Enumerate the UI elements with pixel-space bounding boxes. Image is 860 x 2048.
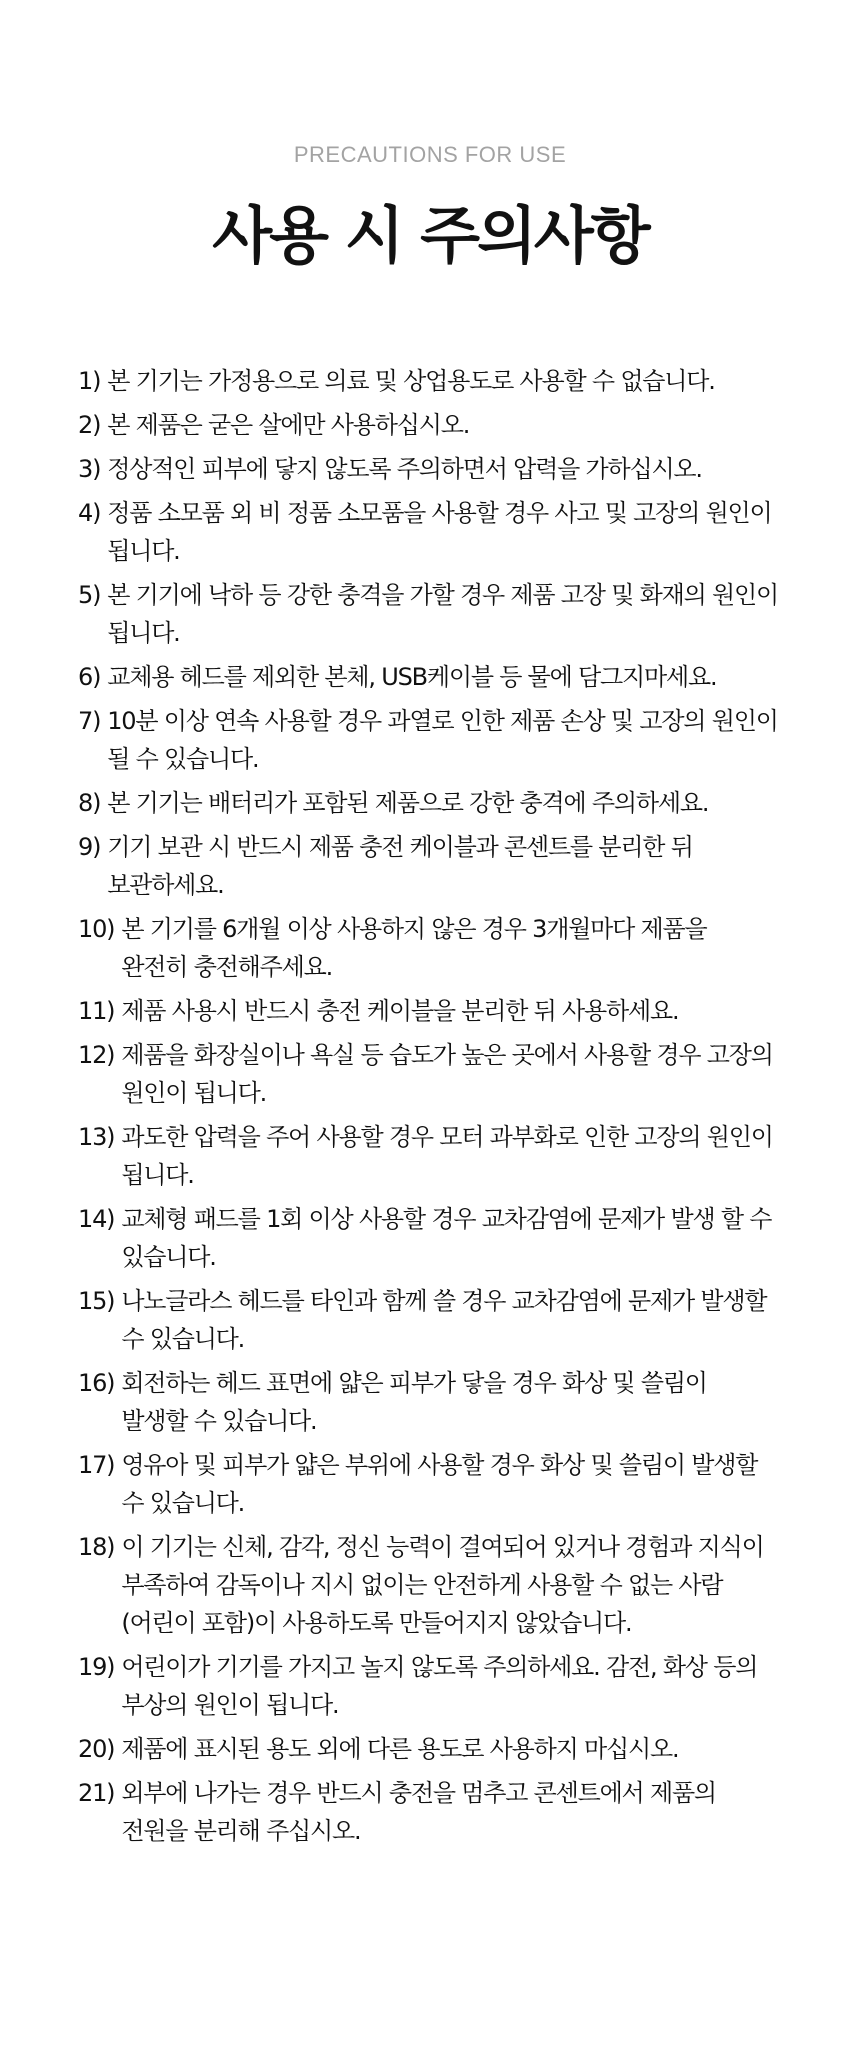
precaution-text: 교체용 헤드를 제외한 본체, USB케이블 등 물에 담그지마세요. [107, 663, 717, 691]
precaution-number: 19) [78, 1653, 115, 1681]
precaution-text: 어린이가 기기를 가지고 놀지 않도록 주의하세요. 감전, 화상 등의 부상의 원인이 됩니다. [121, 1653, 758, 1719]
precaution-text: 정품 소모품 외 비 정품 소모품을 사용할 경우 사고 및 고장의 원인이 됩니다. [107, 499, 772, 565]
precaution-text: 제품을 화장실이나 욕실 등 습도가 높은 곳에서 사용할 경우 고장의 원인이 됩니다. [121, 1041, 773, 1107]
precaution-item [78, 658, 778, 696]
precaution-item [78, 1200, 778, 1276]
precaution-text: 과도한 압력을 주어 사용할 경우 모터 과부화로 인한 고장의 원인이 됩니다. [121, 1123, 773, 1189]
precaution-text: 본 기기에 낙하 등 강한 충격을 가할 경우 제품 고장 및 화재의 원인이 됩니다. [107, 581, 778, 647]
precaution-text: 본 기기는 가정용으로 의료 및 상업용도로 사용할 수 없습니다. [107, 367, 715, 395]
precaution-number: 9) [78, 833, 101, 861]
precaution-item [78, 1528, 778, 1642]
precaution-item [78, 450, 778, 488]
precaution-number: 1) [78, 367, 101, 395]
precaution-number: 11) [78, 997, 115, 1025]
precaution-item [78, 910, 778, 986]
precaution-text: 정상적인 피부에 닿지 않도록 주의하면서 압력을 가하십시오. [107, 455, 702, 483]
precaution-number: 16) [78, 1369, 115, 1397]
precaution-item [78, 494, 778, 570]
precaution-number: 17) [78, 1451, 115, 1479]
precaution-number: 14) [78, 1205, 115, 1233]
precaution-text: 나노글라스 헤드를 타인과 함께 쓸 경우 교차감염에 문제가 발생할 수 있습니다. [121, 1287, 767, 1353]
precaution-text: 외부에 나가는 경우 반드시 충전을 멈추고 콘센트에서 제품의 전원을 분리해 주십시오. [121, 1779, 716, 1845]
precaution-item [78, 406, 778, 444]
precaution-number: 10) [78, 915, 115, 943]
precaution-item [78, 1730, 778, 1768]
precaution-text: 제품 사용시 반드시 충전 케이블을 분리한 뒤 사용하세요. [121, 997, 679, 1025]
section-eyebrow: PRECAUTIONS FOR USE [293, 142, 567, 167]
precaution-number: 2) [78, 411, 101, 439]
precaution-text: 교체형 패드를 1회 이상 사용할 경우 교차감염에 문제가 발생 할 수 있습니다. [121, 1205, 772, 1271]
precaution-text: 영유아 및 피부가 얇은 부위에 사용할 경우 화상 및 쓸림이 발생할 수 있습니다. [121, 1451, 758, 1517]
precaution-text: 이 기기는 신체, 감각, 정신 능력이 결여되어 있거나 경험과 지식이 부족하여 감독이나 지시 없이는 안전하게 사용할 수 없는 사람(어린이 포함)이 사용하도록 만들어지지 않았습니다. [121, 1533, 764, 1637]
precaution-item [78, 1774, 778, 1850]
precautions-list [78, 362, 778, 1856]
precaution-number: 12) [78, 1041, 115, 1069]
precaution-item [78, 828, 778, 904]
precaution-text: 회전하는 헤드 표면에 얇은 피부가 닿을 경우 화상 및 쓸림이 발생할 수 있습니다. [121, 1369, 707, 1435]
precaution-number: 4) [78, 499, 101, 527]
precaution-text: 본 기기를 6개월 이상 사용하지 않은 경우 3개월마다 제품을 완전히 충전해주세요. [121, 915, 707, 981]
precaution-number: 7) [78, 707, 101, 735]
precaution-number: 13) [78, 1123, 115, 1151]
precaution-text: 기기 보관 시 반드시 제품 충전 케이블과 콘센트를 분리한 뒤 보관하세요. [107, 833, 693, 899]
precaution-text: 본 기기는 배터리가 포함된 제품으로 강한 충격에 주의하세요. [107, 789, 709, 817]
precaution-item [78, 1648, 778, 1724]
precaution-number: 8) [78, 789, 101, 817]
precaution-number: 18) [78, 1533, 115, 1561]
precaution-number: 5) [78, 581, 101, 609]
precaution-number: 3) [78, 455, 101, 483]
precaution-number: 15) [78, 1287, 115, 1315]
precaution-item [78, 784, 778, 822]
precaution-number: 21) [78, 1779, 115, 1807]
precaution-item [78, 1282, 778, 1358]
precaution-item [78, 576, 778, 652]
precaution-item [78, 1364, 778, 1440]
page-title: 사용 시 주의사항 [212, 199, 648, 272]
precaution-text: 제품에 표시된 용도 외에 다른 용도로 사용하지 마십시오. [121, 1735, 679, 1763]
precaution-text: 본 제품은 굳은 살에만 사용하십시오. [107, 411, 470, 439]
precaution-item [78, 362, 778, 400]
precaution-number: 20) [78, 1735, 115, 1763]
precaution-text: 10분 이상 연속 사용할 경우 과열로 인한 제품 손상 및 고장의 원인이 될 수 있습니다. [107, 707, 778, 773]
precaution-item [78, 1118, 778, 1194]
precaution-item [78, 702, 778, 778]
precaution-item [78, 1446, 778, 1522]
precaution-item [78, 1036, 778, 1112]
precaution-item [78, 992, 778, 1030]
precaution-number: 6) [78, 663, 101, 691]
